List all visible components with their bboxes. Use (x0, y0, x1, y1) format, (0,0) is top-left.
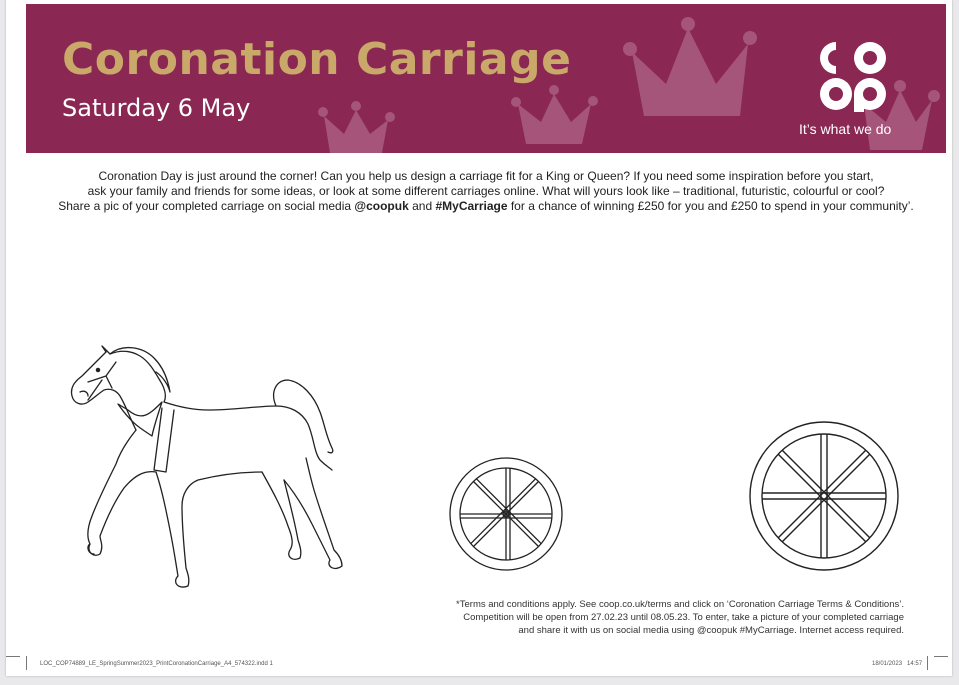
print-slug-filename: LOC_COP74889_LE_SpringSummer2023_PrintCoronationCarriage_A4_574322.indd 1 (40, 661, 273, 667)
crown-icon (518, 94, 591, 144)
intro-line-3b: and (408, 199, 436, 213)
intro-line-3c: for a chance of winning £250 for you and £250 to spend in your community’. (507, 199, 914, 213)
page-title: Coronation Carriage (62, 34, 572, 85)
horse-illustration (58, 340, 358, 595)
crop-mark (6, 656, 20, 657)
print-sheet (6, 0, 952, 676)
event-date: Saturday 6 May (62, 94, 251, 122)
crop-mark (934, 656, 948, 657)
hashtag: #MyCarriage (435, 199, 508, 213)
print-slug-date (872, 661, 922, 667)
intro-line-3a: Share a pic of your completed carriage on social media (58, 199, 355, 213)
small-wheel-illustration (448, 456, 564, 572)
intro-line-1: Coronation Day is just around the corner! Can you help us design a carriage fit for a King or Queen? If you need some inspiration before you start, (98, 169, 874, 183)
crop-mark (927, 656, 928, 670)
crop-mark (26, 656, 27, 670)
social-handle: @coopuk (354, 199, 409, 213)
intro-line-3 (46, 199, 926, 214)
crown-icon (324, 110, 388, 153)
terms-line-3: and share it with us on social media using @coopuk #MyCarriage. Internet access required. (518, 625, 904, 636)
terms-line-2: Competition will be open from 27.02.23 until 08.05.23. To enter, take a picture of your completed carriage (463, 612, 904, 623)
header-banner (26, 4, 946, 153)
coop-tagline: It’s what we do (799, 121, 892, 137)
large-wheel-illustration (748, 420, 900, 572)
intro-text (46, 169, 926, 214)
crown-icon (632, 28, 748, 116)
terms-text (384, 598, 904, 637)
slug-date: 18/01/2023 (872, 661, 903, 667)
coop-logo (818, 40, 892, 112)
intro-line-2: ask your family and friends for some ideas, or look at some different carriages online. What will yours look like – traditional, futuristic, colourful or cool? (87, 184, 885, 198)
terms-line-1: *Terms and conditions apply. See coop.co.uk/terms and click on ‘Coronation Carriage Terms & Conditions’. (456, 599, 904, 610)
slug-time: 14:57 (907, 661, 923, 667)
